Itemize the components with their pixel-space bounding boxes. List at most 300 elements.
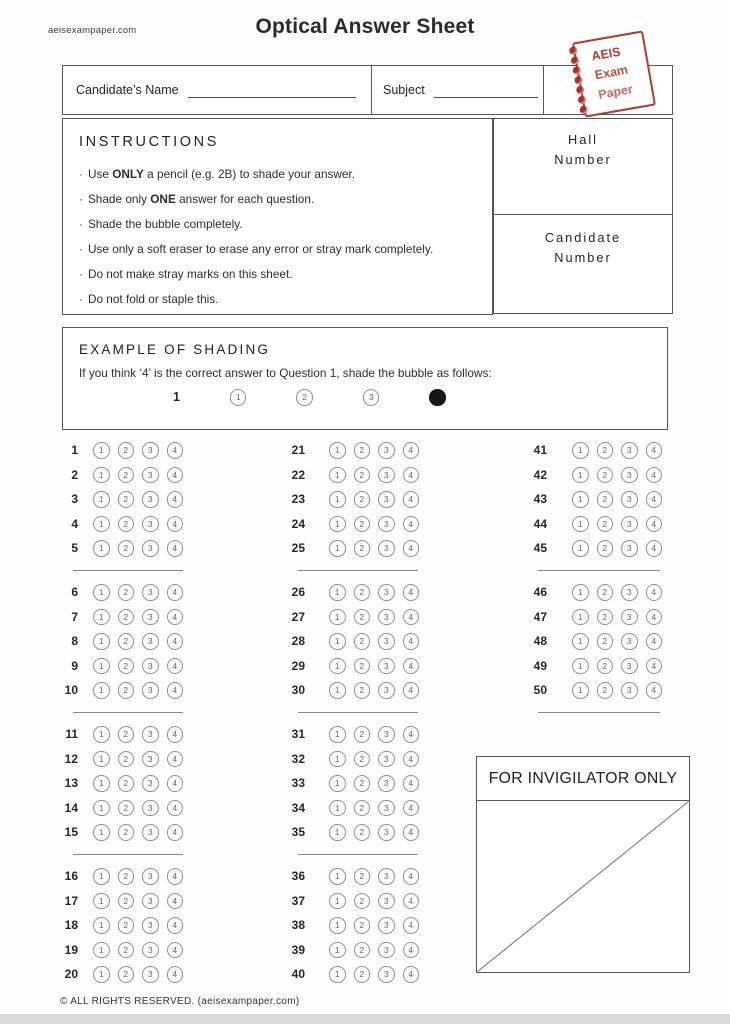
q38-bubble-option-4[interactable]: 4 (403, 917, 420, 934)
q49-bubble-option-1[interactable]: 1 (572, 658, 589, 675)
q3-bubble-option-4[interactable]: 4 (167, 491, 184, 508)
q3-bubble-option-2[interactable]: 2 (118, 491, 135, 508)
q24-bubble-option-4[interactable]: 4 (403, 516, 420, 533)
question-15-bubbles (93, 824, 183, 841)
q20-bubble-option-1[interactable]: 1 (93, 966, 110, 983)
question-number-42: 42 (533, 467, 547, 482)
q2-bubble-option-1[interactable]: 1 (93, 467, 110, 484)
question-number-38: 38 (291, 918, 305, 933)
q14-bubble-option-4[interactable]: 4 (167, 800, 184, 817)
question-row-6 (54, 580, 183, 605)
q39-bubble-option-2[interactable]: 2 (354, 942, 371, 959)
q36-bubble-option-4[interactable]: 4 (403, 868, 420, 885)
q44-bubble-option-1[interactable]: 1 (572, 516, 589, 533)
site-url: aeisexampaper.com (48, 25, 137, 36)
spiral-ring-icon (577, 95, 586, 104)
question-50-bubbles (572, 682, 662, 699)
q38-bubble-option-2[interactable]: 2 (354, 917, 371, 934)
question-row-22 (281, 463, 419, 488)
q26-bubble-option-4[interactable]: 4 (403, 584, 420, 601)
group-separator-line (73, 854, 183, 855)
example-bubble-option-2: 2 (296, 389, 313, 406)
q29-bubble-option-3[interactable]: 3 (378, 658, 395, 675)
q48-bubble-option-3[interactable]: 3 (621, 633, 638, 650)
q17-bubble-option-2[interactable]: 2 (118, 893, 135, 910)
q43-bubble-option-1[interactable]: 1 (572, 491, 589, 508)
spiral-ring-icon (576, 85, 585, 94)
q7-bubble-option-2[interactable]: 2 (118, 609, 135, 626)
instruction-item: · Use ONLY a pencil (e.g. 2B) to shade your answer. (79, 167, 356, 181)
q14-bubble-option-2[interactable]: 2 (118, 800, 135, 817)
question-number-5: 5 (71, 541, 78, 556)
q5-bubble-option-4[interactable]: 4 (167, 540, 184, 557)
q1-bubble-option-1[interactable]: 1 (93, 442, 110, 459)
q12-bubble-option-2[interactable]: 2 (118, 751, 135, 768)
q25-bubble-option-2[interactable]: 2 (354, 540, 371, 557)
question-number-50: 50 (533, 683, 547, 698)
question-row-31 (281, 722, 419, 747)
q9-bubble-option-3[interactable]: 3 (142, 658, 159, 675)
question-number-47: 47 (533, 609, 547, 624)
candidate-number-box[interactable] (494, 215, 672, 312)
q25-bubble-option-4[interactable]: 4 (403, 540, 420, 557)
question-row-29 (281, 654, 419, 679)
q10-bubble-option-4[interactable]: 4 (167, 682, 184, 699)
question-row-5 (54, 536, 183, 561)
example-row (173, 389, 667, 406)
q32-bubble-option-1[interactable]: 1 (329, 751, 346, 768)
q6-bubble-option-2[interactable]: 2 (118, 584, 135, 601)
q49-bubble-option-4[interactable]: 4 (646, 658, 663, 675)
candidate-name-field[interactable] (188, 83, 356, 98)
q26-bubble-option-3[interactable]: 3 (378, 584, 395, 601)
q48-bubble-option-4[interactable]: 4 (646, 633, 663, 650)
q20-bubble-option-2[interactable]: 2 (118, 966, 135, 983)
q45-bubble-option-3[interactable]: 3 (621, 540, 638, 557)
question-number-14: 14 (64, 800, 78, 815)
q6-bubble-option-3[interactable]: 3 (142, 584, 159, 601)
q14-bubble-option-1[interactable]: 1 (93, 800, 110, 817)
spiral-ring-icon (569, 46, 578, 55)
q40-bubble-option-1[interactable]: 1 (329, 966, 346, 983)
q41-bubble-option-4[interactable]: 4 (646, 442, 663, 459)
q3-bubble-option-3[interactable]: 3 (142, 491, 159, 508)
q9-bubble-option-2[interactable]: 2 (118, 658, 135, 675)
question-row-17 (54, 889, 183, 914)
q16-bubble-option-1[interactable]: 1 (93, 868, 110, 885)
q24-bubble-option-1[interactable]: 1 (329, 516, 346, 533)
question-row-28 (281, 629, 419, 654)
q36-bubble-option-3[interactable]: 3 (378, 868, 395, 885)
question-row-20 (54, 962, 183, 987)
q43-bubble-option-2[interactable]: 2 (597, 491, 614, 508)
q29-bubble-option-4[interactable]: 4 (403, 658, 420, 675)
page-title: Optical Answer Sheet (255, 15, 475, 38)
question-7-bubbles (93, 609, 183, 626)
q42-bubble-option-4[interactable]: 4 (646, 467, 663, 484)
q34-bubble-option-1[interactable]: 1 (329, 800, 346, 817)
question-number-30: 30 (291, 683, 305, 698)
q44-bubble-option-4[interactable]: 4 (646, 516, 663, 533)
q47-bubble-option-1[interactable]: 1 (572, 609, 589, 626)
q7-bubble-option-3[interactable]: 3 (142, 609, 159, 626)
question-row-40 (281, 962, 419, 987)
q8-bubble-option-3[interactable]: 3 (142, 633, 159, 650)
instruction-item: · Do not make stray marks on this sheet. (79, 267, 293, 281)
q26-bubble-option-2[interactable]: 2 (354, 584, 371, 601)
group-separator-line (538, 570, 660, 571)
q45-bubble-option-1[interactable]: 1 (572, 540, 589, 557)
q7-bubble-option-4[interactable]: 4 (167, 609, 184, 626)
q8-bubble-option-4[interactable]: 4 (167, 633, 184, 650)
q32-bubble-option-4[interactable]: 4 (403, 751, 420, 768)
q39-bubble-option-4[interactable]: 4 (403, 942, 420, 959)
q45-bubble-option-4[interactable]: 4 (646, 540, 663, 557)
q13-bubble-option-2[interactable]: 2 (118, 775, 135, 792)
instruction-item: · Use only a soft eraser to erase any error or stray mark completely. (79, 242, 434, 256)
q34-bubble-option-2[interactable]: 2 (354, 800, 371, 817)
q27-bubble-option-1[interactable]: 1 (329, 609, 346, 626)
example-title: EXAMPLE OF SHADING (79, 342, 271, 357)
q8-bubble-option-2[interactable]: 2 (118, 633, 135, 650)
q28-bubble-option-4[interactable]: 4 (403, 633, 420, 650)
q41-bubble-option-2[interactable]: 2 (597, 442, 614, 459)
question-number-33: 33 (291, 776, 305, 791)
q21-bubble-option-4[interactable]: 4 (403, 442, 420, 459)
q43-bubble-option-4[interactable]: 4 (646, 491, 663, 508)
question-row-7 (54, 605, 183, 630)
q20-bubble-option-3[interactable]: 3 (142, 966, 159, 983)
question-row-37 (281, 889, 419, 914)
q47-bubble-option-2[interactable]: 2 (597, 609, 614, 626)
q36-bubble-option-2[interactable]: 2 (354, 868, 371, 885)
question-row-13 (54, 771, 183, 796)
question-number-29: 29 (291, 658, 305, 673)
q46-bubble-option-4[interactable]: 4 (646, 584, 663, 601)
q33-bubble-option-3[interactable]: 3 (378, 775, 395, 792)
q30-bubble-option-1[interactable]: 1 (329, 682, 346, 699)
q39-bubble-option-1[interactable]: 1 (329, 942, 346, 959)
question-44-bubbles (572, 516, 662, 533)
question-1-bubbles (93, 442, 183, 459)
hall-number-box[interactable] (494, 119, 672, 215)
question-number-27: 27 (291, 609, 305, 624)
q5-bubble-option-2[interactable]: 2 (118, 540, 135, 557)
q25-bubble-option-3[interactable]: 3 (378, 540, 395, 557)
q24-bubble-option-2[interactable]: 2 (354, 516, 371, 533)
q42-bubble-option-3[interactable]: 3 (621, 467, 638, 484)
q46-bubble-option-3[interactable]: 3 (621, 584, 638, 601)
question-number-28: 28 (291, 634, 305, 649)
q18-bubble-option-1[interactable]: 1 (93, 917, 110, 934)
q8-bubble-option-1[interactable]: 1 (93, 633, 110, 650)
question-number-18: 18 (64, 918, 78, 933)
q9-bubble-option-1[interactable]: 1 (93, 658, 110, 675)
q34-bubble-option-4[interactable]: 4 (403, 800, 420, 817)
q16-bubble-option-2[interactable]: 2 (118, 868, 135, 885)
question-number-16: 16 (64, 869, 78, 884)
question-number-44: 44 (533, 516, 547, 531)
question-number-11: 11 (65, 727, 78, 742)
q30-bubble-option-3[interactable]: 3 (378, 682, 395, 699)
q19-bubble-option-4[interactable]: 4 (167, 942, 184, 959)
q24-bubble-option-3[interactable]: 3 (378, 516, 395, 533)
q47-bubble-option-3[interactable]: 3 (621, 609, 638, 626)
q19-bubble-option-1[interactable]: 1 (93, 942, 110, 959)
question-number-46: 46 (533, 585, 547, 600)
q2-bubble-option-4[interactable]: 4 (167, 467, 184, 484)
q32-bubble-option-3[interactable]: 3 (378, 751, 395, 768)
q28-bubble-option-2[interactable]: 2 (354, 633, 371, 650)
q50-bubble-option-2[interactable]: 2 (597, 682, 614, 699)
q48-bubble-option-1[interactable]: 1 (572, 633, 589, 650)
q30-bubble-option-4[interactable]: 4 (403, 682, 420, 699)
q31-bubble-option-2[interactable]: 2 (354, 726, 371, 743)
question-9-bubbles (93, 658, 183, 675)
q41-bubble-option-3[interactable]: 3 (621, 442, 638, 459)
q31-bubble-option-3[interactable]: 3 (378, 726, 395, 743)
q11-bubble-option-4[interactable]: 4 (167, 726, 184, 743)
q28-bubble-option-3[interactable]: 3 (378, 633, 395, 650)
bullet-icon: · (79, 292, 83, 306)
question-18-bubbles (93, 917, 183, 934)
q39-bubble-option-3[interactable]: 3 (378, 942, 395, 959)
q45-bubble-option-2[interactable]: 2 (597, 540, 614, 557)
spiral-ring-icon (572, 66, 581, 75)
q1-bubble-option-2[interactable]: 2 (118, 442, 135, 459)
q12-bubble-option-1[interactable]: 1 (93, 751, 110, 768)
q22-bubble-option-3[interactable]: 3 (378, 467, 395, 484)
q21-bubble-option-1[interactable]: 1 (329, 442, 346, 459)
q33-bubble-option-1[interactable]: 1 (329, 775, 346, 792)
q4-bubble-option-3[interactable]: 3 (142, 516, 159, 533)
question-43-bubbles (572, 491, 662, 508)
q20-bubble-option-4[interactable]: 4 (167, 966, 184, 983)
question-20-bubbles (93, 966, 183, 983)
question-25-bubbles (329, 540, 419, 557)
instruction-item: · Shade only ONE answer for each question. (79, 192, 315, 206)
q13-bubble-option-1[interactable]: 1 (93, 775, 110, 792)
q37-bubble-option-1[interactable]: 1 (329, 893, 346, 910)
question-27-bubbles (329, 609, 419, 626)
q15-bubble-option-2[interactable]: 2 (118, 824, 135, 841)
q2-bubble-option-3[interactable]: 3 (142, 467, 159, 484)
q49-bubble-option-3[interactable]: 3 (621, 658, 638, 675)
q31-bubble-option-1[interactable]: 1 (329, 726, 346, 743)
question-row-8 (54, 629, 183, 654)
q38-bubble-option-1[interactable]: 1 (329, 917, 346, 934)
q7-bubble-option-1[interactable]: 1 (93, 609, 110, 626)
q46-bubble-option-2[interactable]: 2 (597, 584, 614, 601)
q43-bubble-option-3[interactable]: 3 (621, 491, 638, 508)
question-row-16 (54, 864, 183, 889)
q15-bubble-option-1[interactable]: 1 (93, 824, 110, 841)
q27-bubble-option-2[interactable]: 2 (354, 609, 371, 626)
q1-bubble-option-3[interactable]: 3 (142, 442, 159, 459)
q34-bubble-option-3[interactable]: 3 (378, 800, 395, 817)
bullet-icon: · (79, 192, 83, 206)
q11-bubble-option-2[interactable]: 2 (118, 726, 135, 743)
q31-bubble-option-4[interactable]: 4 (403, 726, 420, 743)
question-37-bubbles (329, 893, 419, 910)
q23-bubble-option-2[interactable]: 2 (354, 491, 371, 508)
q30-bubble-option-2[interactable]: 2 (354, 682, 371, 699)
q29-bubble-option-2[interactable]: 2 (354, 658, 371, 675)
question-31-bubbles (329, 726, 419, 743)
question-group (281, 580, 419, 703)
q50-bubble-option-4[interactable]: 4 (646, 682, 663, 699)
question-number-17: 17 (64, 893, 78, 908)
spiral-ring-icon (579, 105, 588, 114)
q11-bubble-option-1[interactable]: 1 (93, 726, 110, 743)
q12-bubble-option-3[interactable]: 3 (142, 751, 159, 768)
q12-bubble-option-4[interactable]: 4 (167, 751, 184, 768)
q27-bubble-option-3[interactable]: 3 (378, 609, 395, 626)
q41-bubble-option-1[interactable]: 1 (572, 442, 589, 459)
question-row-46 (523, 580, 662, 605)
q17-bubble-option-4[interactable]: 4 (167, 893, 184, 910)
q22-bubble-option-4[interactable]: 4 (403, 467, 420, 484)
q18-bubble-option-4[interactable]: 4 (167, 917, 184, 934)
q37-bubble-option-2[interactable]: 2 (354, 893, 371, 910)
q4-bubble-option-1[interactable]: 1 (93, 516, 110, 533)
question-2-bubbles (93, 467, 183, 484)
q1-bubble-option-4[interactable]: 4 (167, 442, 184, 459)
q10-bubble-option-3[interactable]: 3 (142, 682, 159, 699)
answer-column-1 (54, 438, 183, 987)
q11-bubble-option-3[interactable]: 3 (142, 726, 159, 743)
page-edge-strip (0, 1014, 730, 1024)
q44-bubble-option-3[interactable]: 3 (621, 516, 638, 533)
q6-bubble-option-4[interactable]: 4 (167, 584, 184, 601)
q27-bubble-option-4[interactable]: 4 (403, 609, 420, 626)
q37-bubble-option-4[interactable]: 4 (403, 893, 420, 910)
question-row-10 (54, 678, 183, 703)
q37-bubble-option-3[interactable]: 3 (378, 893, 395, 910)
q35-bubble-option-1[interactable]: 1 (329, 824, 346, 841)
q22-bubble-option-1[interactable]: 1 (329, 467, 346, 484)
question-row-33 (281, 771, 419, 796)
q18-bubble-option-3[interactable]: 3 (142, 917, 159, 934)
q13-bubble-option-3[interactable]: 3 (142, 775, 159, 792)
subject-field[interactable] (434, 83, 538, 98)
q17-bubble-option-1[interactable]: 1 (93, 893, 110, 910)
question-row-24 (281, 512, 419, 537)
q48-bubble-option-2[interactable]: 2 (597, 633, 614, 650)
question-47-bubbles (572, 609, 662, 626)
q40-bubble-option-3[interactable]: 3 (378, 966, 395, 983)
q36-bubble-option-1[interactable]: 1 (329, 868, 346, 885)
q19-bubble-option-2[interactable]: 2 (118, 942, 135, 959)
q9-bubble-option-4[interactable]: 4 (167, 658, 184, 675)
q35-bubble-option-3[interactable]: 3 (378, 824, 395, 841)
q17-bubble-option-3[interactable]: 3 (142, 893, 159, 910)
q6-bubble-option-1[interactable]: 1 (93, 584, 110, 601)
question-16-bubbles (93, 868, 183, 885)
q10-bubble-option-2[interactable]: 2 (118, 682, 135, 699)
q23-bubble-option-3[interactable]: 3 (378, 491, 395, 508)
q21-bubble-option-3[interactable]: 3 (378, 442, 395, 459)
q15-bubble-option-3[interactable]: 3 (142, 824, 159, 841)
question-26-bubbles (329, 584, 419, 601)
question-group (523, 580, 662, 703)
q5-bubble-option-1[interactable]: 1 (93, 540, 110, 557)
question-row-18 (54, 913, 183, 938)
question-row-39 (281, 938, 419, 963)
q25-bubble-option-1[interactable]: 1 (329, 540, 346, 557)
q2-bubble-option-2[interactable]: 2 (118, 467, 135, 484)
question-45-bubbles (572, 540, 662, 557)
q46-bubble-option-1[interactable]: 1 (572, 584, 589, 601)
q28-bubble-option-1[interactable]: 1 (329, 633, 346, 650)
q32-bubble-option-2[interactable]: 2 (354, 751, 371, 768)
q47-bubble-option-4[interactable]: 4 (646, 609, 663, 626)
q4-bubble-option-2[interactable]: 2 (118, 516, 135, 533)
q33-bubble-option-2[interactable]: 2 (354, 775, 371, 792)
q29-bubble-option-1[interactable]: 1 (329, 658, 346, 675)
question-number-6: 6 (71, 585, 78, 600)
q33-bubble-option-4[interactable]: 4 (403, 775, 420, 792)
question-row-32 (281, 747, 419, 772)
q14-bubble-option-3[interactable]: 3 (142, 800, 159, 817)
q21-bubble-option-2[interactable]: 2 (354, 442, 371, 459)
q18-bubble-option-2[interactable]: 2 (118, 917, 135, 934)
question-number-1: 1 (71, 443, 78, 458)
question-21-bubbles (329, 442, 419, 459)
q50-bubble-option-3[interactable]: 3 (621, 682, 638, 699)
q3-bubble-option-1[interactable]: 1 (93, 491, 110, 508)
q35-bubble-option-2[interactable]: 2 (354, 824, 371, 841)
question-number-35: 35 (291, 825, 305, 840)
q42-bubble-option-2[interactable]: 2 (597, 467, 614, 484)
q23-bubble-option-4[interactable]: 4 (403, 491, 420, 508)
question-row-4 (54, 512, 183, 537)
q4-bubble-option-4[interactable]: 4 (167, 516, 184, 533)
question-number-21: 21 (291, 443, 305, 458)
instructions-title: INSTRUCTIONS (79, 134, 219, 150)
question-number-8: 8 (71, 634, 78, 649)
q16-bubble-option-3[interactable]: 3 (142, 868, 159, 885)
q22-bubble-option-2[interactable]: 2 (354, 467, 371, 484)
q44-bubble-option-2[interactable]: 2 (597, 516, 614, 533)
question-number-25: 25 (291, 541, 305, 556)
q35-bubble-option-4[interactable]: 4 (403, 824, 420, 841)
question-row-43 (523, 487, 662, 512)
q50-bubble-option-1[interactable]: 1 (572, 682, 589, 699)
question-number-19: 19 (64, 942, 78, 957)
question-row-44 (523, 512, 662, 537)
q19-bubble-option-3[interactable]: 3 (142, 942, 159, 959)
q16-bubble-option-4[interactable]: 4 (167, 868, 184, 885)
example-filled-bubble-option-4 (429, 389, 446, 406)
question-row-9 (54, 654, 183, 679)
q15-bubble-option-4[interactable]: 4 (167, 824, 184, 841)
candidate-name-label: Candidate’s Name (76, 83, 179, 97)
bullet-icon: · (79, 242, 83, 256)
q26-bubble-option-1[interactable]: 1 (329, 584, 346, 601)
q40-bubble-option-2[interactable]: 2 (354, 966, 371, 983)
q23-bubble-option-1[interactable]: 1 (329, 491, 346, 508)
q38-bubble-option-3[interactable]: 3 (378, 917, 395, 934)
q5-bubble-option-3[interactable]: 3 (142, 540, 159, 557)
q42-bubble-option-1[interactable]: 1 (572, 467, 589, 484)
q13-bubble-option-4[interactable]: 4 (167, 775, 184, 792)
q49-bubble-option-2[interactable]: 2 (597, 658, 614, 675)
q10-bubble-option-1[interactable]: 1 (93, 682, 110, 699)
question-6-bubbles (93, 584, 183, 601)
question-8-bubbles (93, 633, 183, 650)
q40-bubble-option-4[interactable]: 4 (403, 966, 420, 983)
